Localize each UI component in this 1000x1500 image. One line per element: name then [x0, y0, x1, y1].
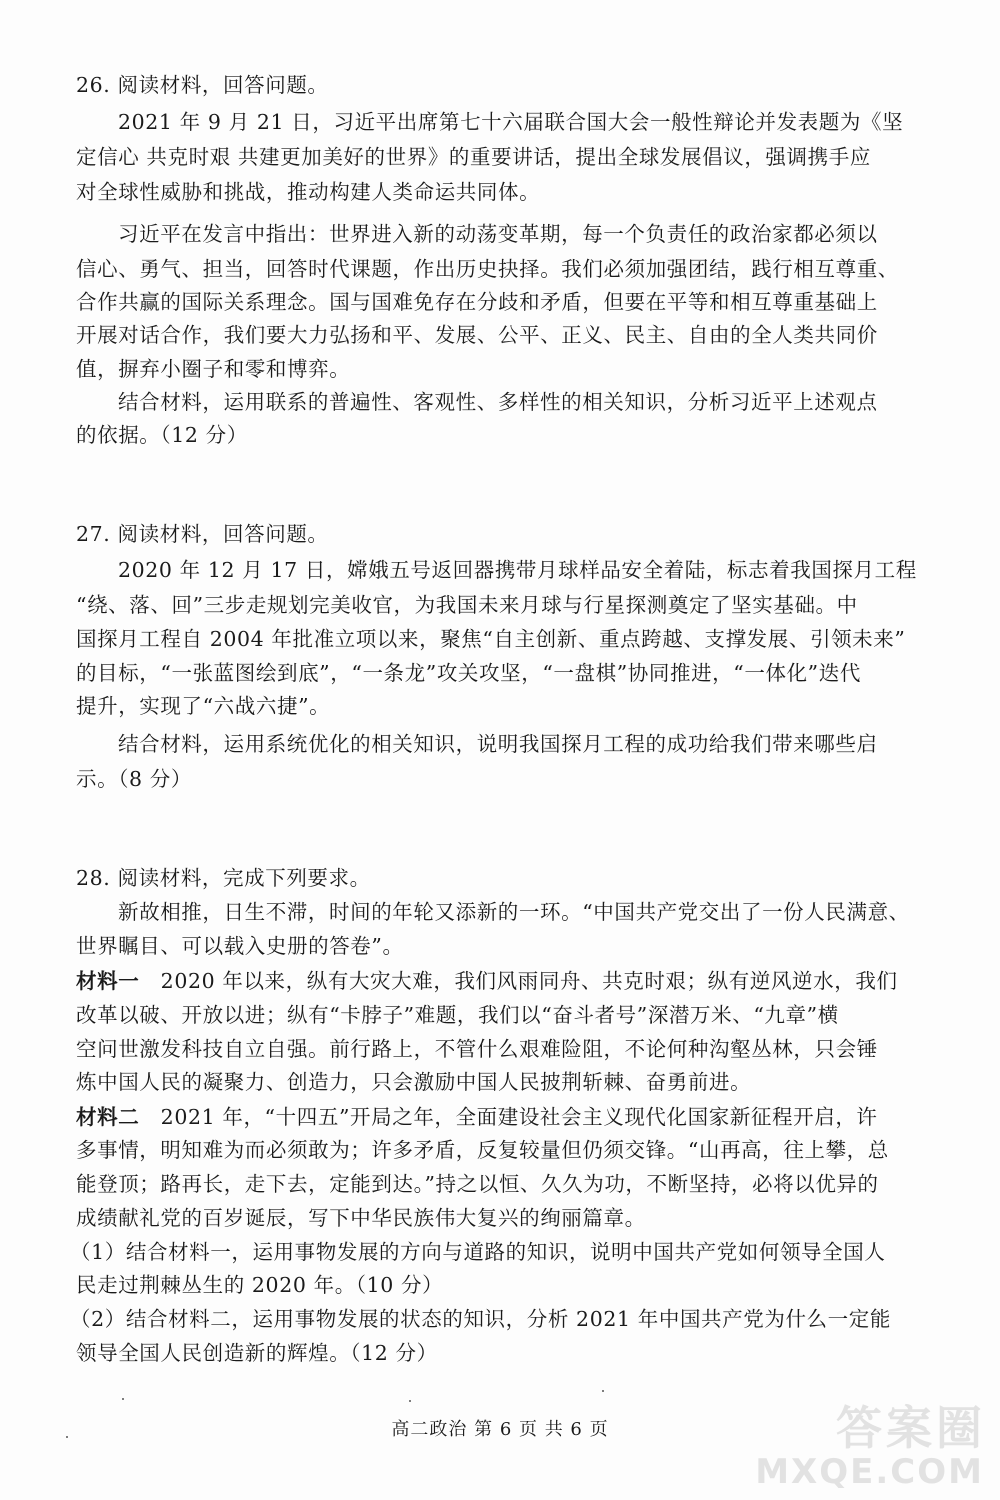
q26-line: 对全球性威胁和挑战，推动构建人类命运共同体。: [76, 180, 541, 204]
watermark-logo: 答案圈: [836, 1401, 986, 1455]
material1-text: 2020 年以来，纵有大灾大难，我们风雨同舟、共克时艰；纵有逆风逆水，我们: [160, 969, 898, 993]
q27-prompt: 示。（8 分）: [76, 767, 193, 791]
q28-material2-line: 能登顶；路再长，走下去，定能到达。”持之以恒、久久为功，不断坚持，必将以优异的: [76, 1172, 879, 1196]
q27-line: 国探月工程自 2004 年批准立项以来，聚焦“自主创新、重点跨越、支撑发展、引领未来”: [76, 627, 906, 651]
q26-line: 开展对话合作，我们要大力弘扬和平、发展、公平、正义、民主、自由的全人类共同价: [76, 323, 878, 347]
material1-label: 材料一: [76, 969, 140, 993]
q28-material1-line: [76, 969, 946, 993]
q28-material1-line: 炼中国人民的凝聚力、创造力，只会激励中国人民披荆斩棘、奋勇前进。: [76, 1070, 752, 1094]
q28-material1-line: 改革以破、开放以进；纵有“卡脖子”难题，我们以“奋斗者号”深潜万米、“九章”横: [76, 1003, 839, 1027]
watermark-url: MXQE.COM: [755, 1452, 984, 1492]
q26-line: 值，摒弃小圈子和零和博弈。: [76, 357, 351, 381]
q26-line: 信心、勇气、担当，回答时代课题，作出历史抉择。我们必须加强团结，践行相互尊重、: [76, 257, 899, 281]
scan-speck: [122, 1398, 124, 1400]
q27-prompt: 结合材料，运用系统优化的相关知识，说明我国探月工程的成功给我们带来哪些启: [118, 732, 878, 756]
page-footer: 高二政治 第 6 页 共 6 页: [391, 1419, 609, 1440]
q28-material2-line: 多事情，明知难为而必须敢为；许多矛盾，反复较量但仍须交锋。“山再高，往上攀，总: [76, 1138, 889, 1162]
q27-line: 提升，实现了“六战六捷”。: [76, 694, 331, 718]
q28-title: 28. 阅读材料，完成下列要求。: [76, 866, 371, 890]
q26-line: 定信心 共克时艰 共建更加美好的世界》的重要讲话，提出全球发展倡议，强调携手应: [76, 145, 871, 169]
q28-sub1: 民走过荆棘丛生的 2020 年。（10 分）: [76, 1273, 444, 1297]
material2-text: 2021 年，“十四五”开局之年，全面建设社会主义现代化国家新征程开启，许: [160, 1105, 878, 1129]
q26-line: 习近平在发言中指出：世界进入新的动荡变革期，每一个负责任的政治家都必须以: [118, 222, 878, 246]
q26-line: 2021 年 9 月 21 日，习近平出席第七十六届联合国大会一般性辩论并发表题为《坚: [118, 110, 904, 134]
scan-speck: [602, 1390, 604, 1392]
q28-material2-line: [76, 1105, 946, 1129]
q28-material2-line: 成绩献礼党的百岁诞辰，写下中华民族伟大复兴的绚丽篇章。: [76, 1206, 646, 1230]
q28-sub2: 领导全国人民创造新的辉煌。（12 分）: [76, 1341, 438, 1365]
q27-line: 的目标，“一张蓝图绘到底”，“一条龙”攻关攻坚，“一盘棋”协同推进，“一体化”迭代: [76, 661, 861, 685]
material2-label: 材料二: [76, 1105, 140, 1129]
q26-title: 26. 阅读材料，回答问题。: [76, 73, 329, 97]
q26-line: 合作共赢的国际关系理念。国与国难免存在分歧和矛盾，但要在平等和相互尊重基础上: [76, 290, 878, 314]
q26-prompt: 结合材料，运用联系的普遍性、客观性、多样性的相关知识，分析习近平上述观点: [118, 390, 878, 414]
q27-line: “绕、落、回”三步走规划完美收官，为我国未来月球与行星探测奠定了坚实基础。中: [76, 593, 858, 617]
q28-intro: 新故相推，日生不滞，时间的年轮又添新的一环。“中国共产党交出了一份人民满意、: [118, 900, 910, 924]
scan-speck: [409, 1400, 411, 1402]
q28-sub1: （1）结合材料一，运用事物发展的方向与道路的知识，说明中国共产党如何领导全国人: [70, 1240, 886, 1264]
q28-sub2: （2）结合材料二，运用事物发展的状态的知识，分析 2021 年中国共产党为什么一定能: [70, 1307, 891, 1331]
q28-intro: 世界瞩目、可以载入史册的答卷”。: [76, 934, 404, 958]
q26-prompt: 的依据。（12 分）: [76, 423, 248, 447]
q27-line: 2020 年 12 月 17 日，嫦娥五号返回器携带月球样品安全着陆，标志着我国探月工程: [118, 558, 917, 582]
q28-material1-line: 空问世激发科技自立自强。前行路上，不管什么艰难险阻，不论何种沟壑丛林，只会锤: [76, 1037, 878, 1061]
q27-title: 27. 阅读材料，回答问题。: [76, 522, 329, 546]
